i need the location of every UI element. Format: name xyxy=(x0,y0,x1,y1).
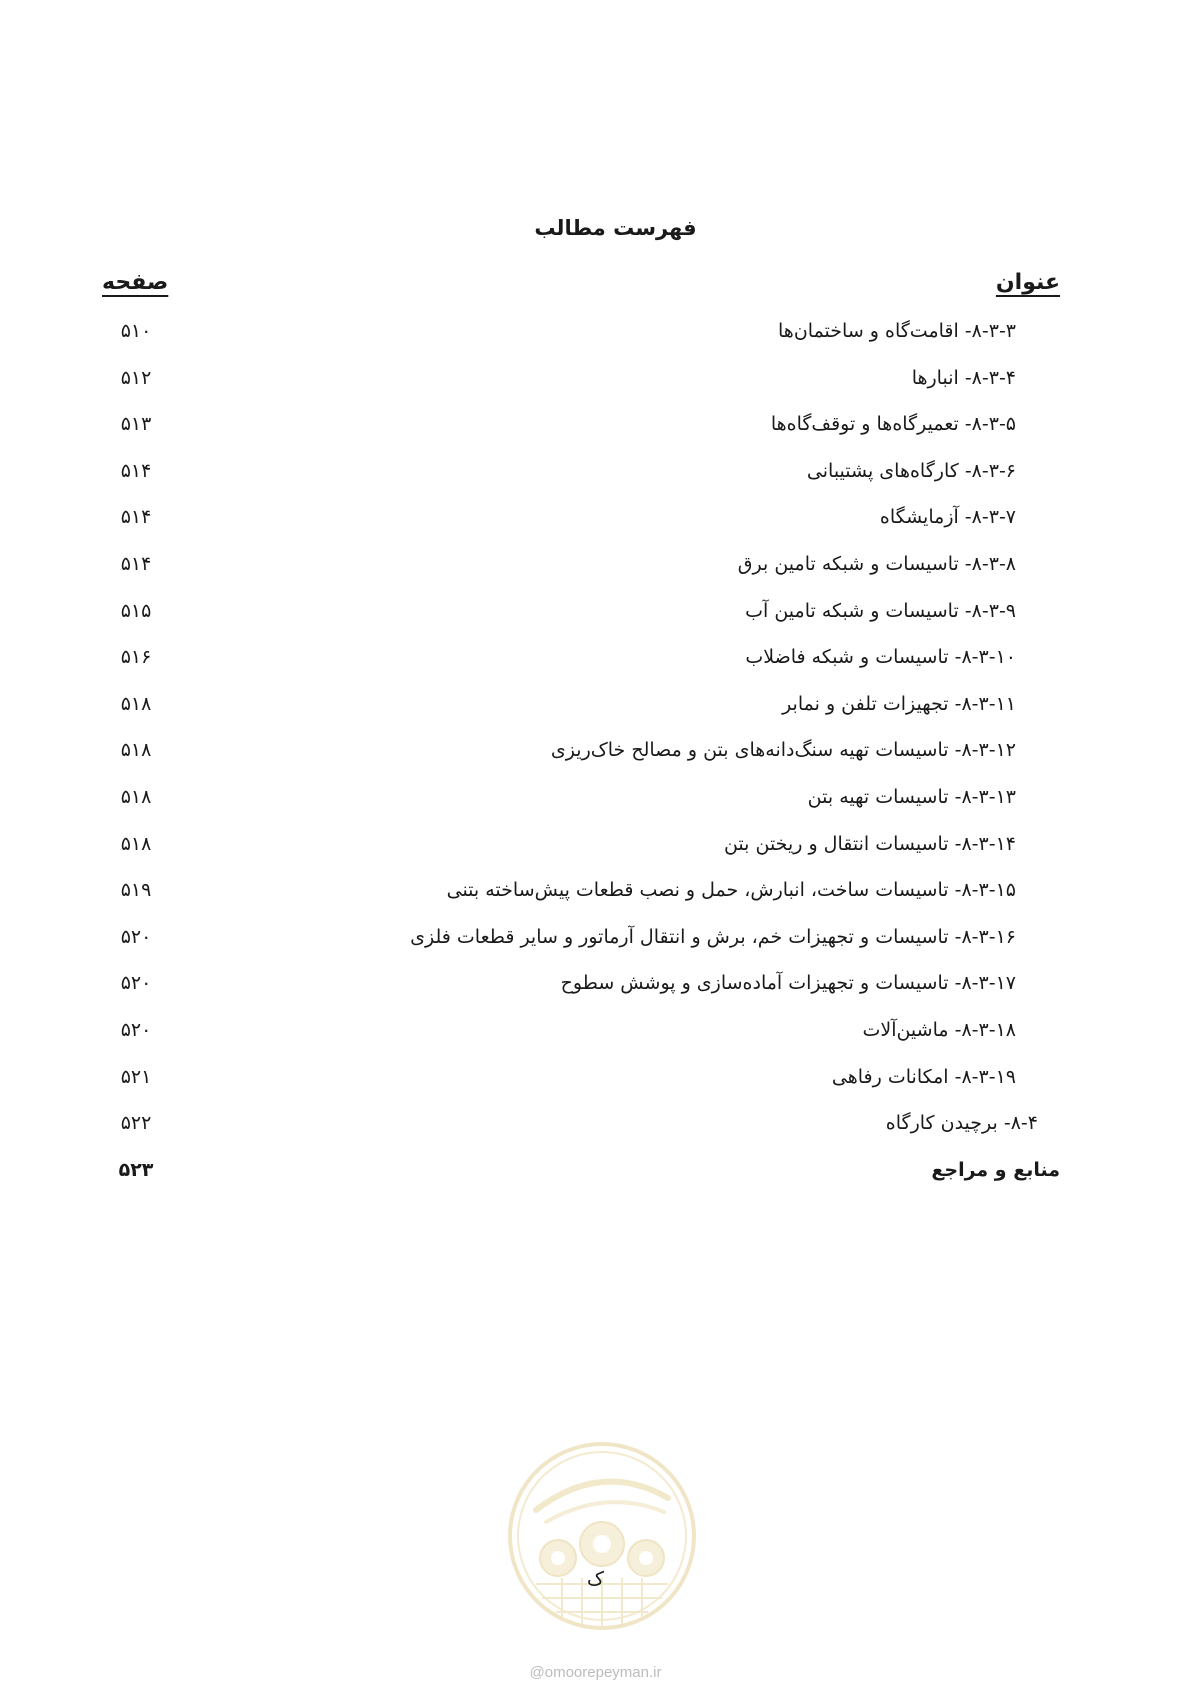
toc-entry[interactable] xyxy=(102,780,1060,827)
page-title: فهرست مطالب xyxy=(534,216,697,240)
toc-entry-page: ۵۲۳ xyxy=(118,1158,154,1181)
toc-entry[interactable] xyxy=(102,1106,1060,1153)
toc-entry-page: ۵۱۹ xyxy=(120,879,152,902)
toc-entry-page: ۵۲۰ xyxy=(120,925,152,948)
toc-entry[interactable] xyxy=(102,966,1060,1013)
toc-entry-title: ۸-۳-۷- آزمایشگاه xyxy=(879,506,1016,529)
publisher-seal-logo xyxy=(506,1440,698,1632)
toc-entry-title: ۸-۳-۱۰- تاسیسات و شبکه فاضلاب xyxy=(745,646,1016,669)
toc-entry-page: ۵۲۲ xyxy=(120,1112,152,1135)
toc-entry-title: ۸-۳-۱۴- تاسیسات انتقال و ریختن بتن xyxy=(723,832,1016,855)
toc-entry[interactable] xyxy=(102,640,1060,687)
toc-entry[interactable] xyxy=(102,873,1060,920)
toc-entry-page: ۵۱۵ xyxy=(120,599,152,622)
toc-entry[interactable] xyxy=(102,733,1060,780)
toc-entry-title: ۸-۳-۱۳- تاسیسات تهیه بتن xyxy=(807,785,1016,808)
toc-entry[interactable] xyxy=(102,1060,1060,1107)
toc-entry-title: ۸-۳-۱۸- ماشین‌آلات xyxy=(862,1018,1016,1041)
toc-entry-title: ۸-۳-۱۷- تاسیسات و تجهیزات آماده‌سازی و پوشش سطوح xyxy=(560,972,1016,995)
toc-entry-page: ۵۲۱ xyxy=(120,1065,152,1088)
toc-entry-page: ۵۱۸ xyxy=(120,785,152,808)
toc-header xyxy=(102,270,1060,304)
toc-entry-page: ۵۱۸ xyxy=(120,692,152,715)
header-title-label: عنوان xyxy=(995,270,1060,295)
toc-entry[interactable] xyxy=(102,361,1060,408)
toc-entry-title: ۸-۳-۸- تاسیسات و شبکه تامین برق xyxy=(737,552,1016,575)
toc-entry-page: ۵۱۴ xyxy=(120,506,152,529)
header-page-label: صفحه xyxy=(102,270,169,295)
toc-entry[interactable] xyxy=(102,594,1060,641)
toc-entry-references[interactable] xyxy=(102,1153,1060,1200)
toc-entry-page: ۵۲۰ xyxy=(120,1018,152,1041)
toc-entry[interactable] xyxy=(102,314,1060,361)
toc-entry-title: ۸-۳-۳- اقامت‌گاه و ساختمان‌ها xyxy=(778,320,1016,342)
toc-entry-page: ۵۱۲ xyxy=(120,366,152,389)
toc-list xyxy=(102,314,1060,1199)
toc-entry[interactable] xyxy=(102,500,1060,547)
toc-entry[interactable] xyxy=(102,454,1060,501)
toc-entry-title: ۸-۳-۹- تاسیسات و شبکه تامین آب xyxy=(745,599,1016,622)
toc-entry-title: ۸-۳-۱۲- تاسیسات تهیه سنگ‌دانه‌های بتن و مصالح خاک‌ریزی xyxy=(550,739,1016,762)
watermark-url: @omoorepeyman.ir xyxy=(529,1664,662,1681)
toc-entry[interactable] xyxy=(102,827,1060,874)
toc-entry[interactable] xyxy=(102,920,1060,967)
toc-entry-page: ۵۲۰ xyxy=(120,972,152,995)
toc-entry-title: ۸-۳-۱۱- تجهیزات تلفن و نمابر xyxy=(782,692,1016,715)
toc-entry-title: ۸-۳-۶- کارگاه‌های پشتیبانی xyxy=(806,459,1016,482)
toc-entry-page: ۵۱۴ xyxy=(120,552,152,575)
toc-entry-title: منابع و مراجع xyxy=(931,1158,1060,1181)
page-number: ک xyxy=(586,1568,604,1590)
toc-entry-title: ۸-۳-۱۶- تاسیسات و تجهیزات خم، برش و انتقال آرماتور و سایر قطعات فلزی xyxy=(410,925,1016,948)
toc-entry-title: ۸-۳-۵- تعمیرگاه‌ها و توقف‌گاه‌ها xyxy=(770,413,1016,436)
toc-entry-page: ۵۱۳ xyxy=(120,413,152,436)
toc-entry-title: ۸-۳-۱۵- تاسیسات ساخت، انبارش، حمل و نصب قطعات پیش‌ساخته بتنی xyxy=(446,879,1016,902)
toc-entry[interactable] xyxy=(102,1013,1060,1060)
toc-entry-page: ۵۱۴ xyxy=(120,459,152,482)
toc-entry-page: ۵۱۶ xyxy=(120,646,152,669)
toc-entry-title: ۸-۴- برچیدن کارگاه xyxy=(885,1112,1038,1135)
toc-entry-page: ۵۱۸ xyxy=(120,832,152,855)
toc-entry[interactable] xyxy=(102,687,1060,734)
toc-entry-title: ۸-۳-۱۹- امکانات رفاهی xyxy=(831,1065,1016,1088)
toc-entry-page: ۵۱۰ xyxy=(120,320,152,342)
toc-entry[interactable] xyxy=(102,407,1060,454)
toc-entry[interactable] xyxy=(102,547,1060,594)
toc-entry-title: ۸-۳-۴- انبارها xyxy=(911,366,1016,389)
toc-entry-page: ۵۱۸ xyxy=(120,739,152,762)
